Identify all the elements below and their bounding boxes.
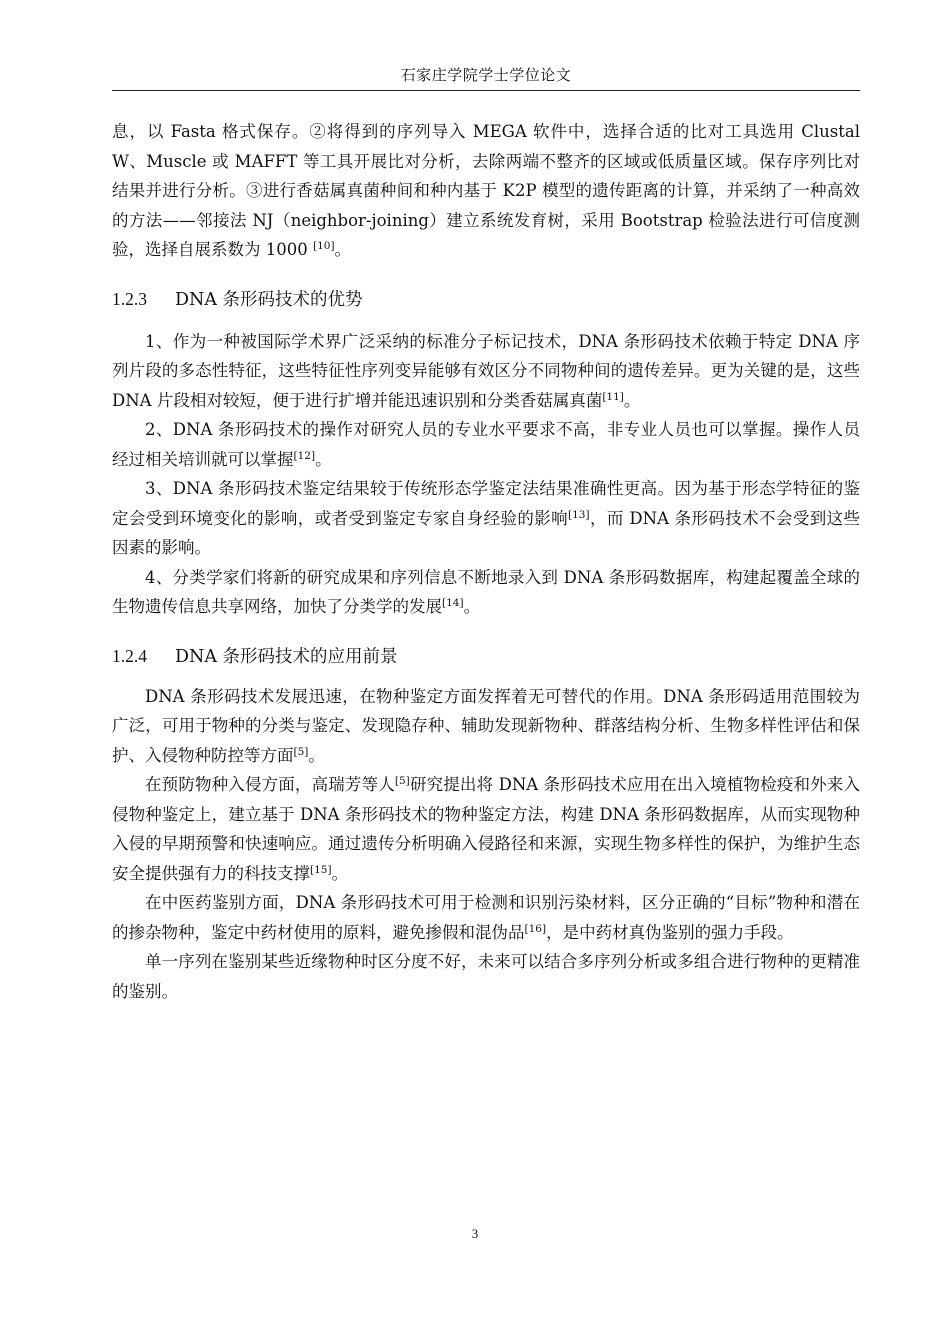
intro-text: 息，以 Fasta 格式保存。②将得到的序列导入 MEGA 软件中，选择合适的比对工具选用 Clustal W、Muscle 或 MAFFT 等工具开展比对分析，去除两端不整齐的区域或低质量区域。保存序列比对结果并进行分析。③进行香菇属真菌种间和种内基于 K2P 模型的遗传距离的计算，并采纳了一种高效的方法——邻接法 NJ（neighbor-joining）建立系统发育树，采用 Bootstrap 检验法进行可信度测验，选择自展系数为 1000: [112, 122, 860, 259]
paragraph-prospect-3: [112, 888, 860, 947]
paragraph-prospect-2: [112, 770, 860, 888]
citation: [16]: [524, 922, 547, 935]
paragraph-advantage-2: [112, 415, 860, 474]
section-number: 1.2.4: [112, 645, 147, 666]
paragraph-end: 。: [308, 745, 325, 765]
paragraph-text: 研究提出将 DNA 条形码技术应用在出入境植物检疫和外来入侵物种鉴定上，建立基于 DNA 条形码技术的物种鉴定方法，构建 DNA 条形码数据库，从而实现物种入侵的早期预警和快速响应。通过遗传分析明确入侵路径和来源，实现生物多样性的保护，为维护生态安全提供强有力的科技支撑: [112, 775, 861, 883]
paragraph-advantage-3: [112, 474, 860, 563]
paragraph-end: 。: [331, 863, 349, 883]
page-number: 3: [471, 1226, 479, 1241]
paragraph-end: ，是中药材真伪鉴别的强力手段。: [546, 922, 794, 942]
paragraph-end: 。: [463, 597, 481, 616]
paragraph-text: 在中医药鉴别方面，DNA 条形码技术可用于检测和识别污染材料，区分正确的“目标”物种和潜在的掺杂物种，鉴定中药材使用的原料，避免掺假和混伪品: [112, 893, 860, 942]
section-heading-1-2-3: [112, 284, 860, 315]
citation: [14]: [442, 597, 464, 609]
citation: [12]: [293, 449, 316, 462]
paragraph-text: 4、分类学家们将新的研究成果和序列信息不断地录入到 DNA 条形码数据库，构建起覆盖全球的生物遗传信息共享网络，加快了分类学的发展: [112, 567, 860, 616]
intro-end: 。: [334, 240, 352, 259]
paragraph-end: ，而 DNA 条形码技术不会受到这些因素的影响。: [112, 508, 861, 557]
citation: [10]: [312, 240, 335, 252]
header-divider: [112, 90, 860, 91]
paragraph-prospect-1: [112, 682, 860, 771]
citation: [11]: [602, 390, 624, 403]
paragraph-text: 2、DNA 条形码技术的操作对研究人员的专业水平要求不高，非专业人员也可以掌握。操作人员经过相关培训就可以掌握: [112, 420, 860, 469]
page-body: [112, 117, 860, 1006]
paragraph-text: 单一序列在鉴别某些近缘物种时区分度不好，未来可以结合多序列分析或多组合进行物种的更精准的鉴别。: [112, 952, 860, 1001]
section-heading-1-2-4: [112, 641, 860, 672]
citation: [13]: [568, 508, 590, 521]
paragraph-start: 在预防物种入侵方面，高瑞芳等人: [145, 775, 395, 794]
paragraph-end: 。: [623, 390, 641, 410]
section-title: DNA 条形码技术的优势: [175, 289, 363, 310]
paragraph-advantage-1: [112, 327, 860, 416]
paragraph-text: 1、作为一种被国际学术界广泛采纳的标准分子标记技术，DNA 条形码技术依赖于特定 DNA 序列片段的多态性特征，这些特征性序列变异能够有效区分不同物种间的遗传差异。更为关键的是，这些 DNA 片段相对较短，便于进行扩增并能迅速识别和分类香菇属真菌: [112, 331, 860, 410]
paragraph-text: 3、DNA 条形码技术鉴定结果较于传统形态学鉴定法结果准确性更高。因为基于形态学特征的鉴定会受到环境变化的影响，或者受到鉴定专家自身经验的影响: [112, 479, 860, 528]
paragraph-advantage-4: [112, 563, 860, 622]
running-header: 石家庄学院学士学位论文: [400, 66, 572, 84]
citation: [5]: [293, 745, 309, 758]
paragraph-text: DNA 条形码技术发展迅速，在物种鉴定方面发挥着无可替代的作用。DNA 条形码适用范围较为广泛，可用于物种的分类与鉴定、发现隐存种、辅助发现新物种、群落结构分析、生物多样性评估和保护、入侵物种防控等方面: [112, 686, 860, 765]
intro-paragraph: [112, 117, 860, 265]
paragraph-end: 。: [315, 449, 332, 469]
section-number: 1.2.3: [112, 288, 147, 309]
paragraph-prospect-4: [112, 947, 860, 1006]
citation: [5]: [394, 775, 410, 787]
section-title: DNA 条形码技术的应用前景: [175, 646, 398, 667]
citation: [15]: [310, 863, 332, 876]
